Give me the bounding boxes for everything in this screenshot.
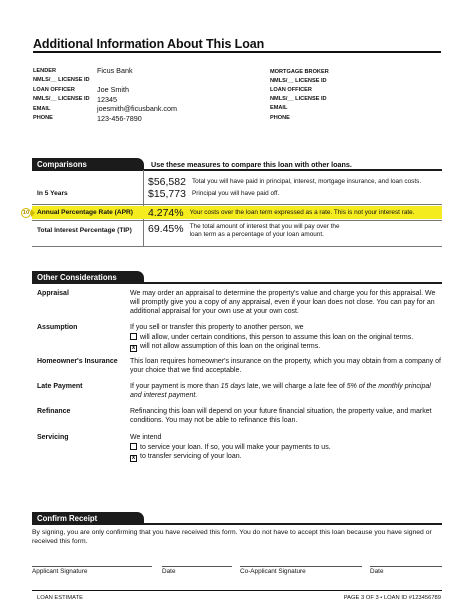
email-value: joesmith@ficusbank.com bbox=[97, 104, 177, 114]
applicant-date-label: Date bbox=[162, 568, 176, 575]
confirm-receipt-rule bbox=[32, 523, 442, 525]
assumption-row bbox=[32, 324, 442, 352]
row-divider bbox=[32, 246, 442, 247]
five-years-row bbox=[32, 176, 442, 200]
assumption-allow-text: will allow, under certain conditions, this person to assume this loan on the original terms. bbox=[140, 333, 414, 341]
servicing-self-checkbox[interactable] bbox=[130, 443, 137, 450]
appraisal-label: Appraisal bbox=[37, 290, 69, 297]
email-label: EMAIL bbox=[33, 105, 51, 112]
footer-form-name: LOAN ESTIMATE bbox=[37, 595, 83, 601]
footer-page-info: PAGE 3 OF 3 • LOAN ID #123456789 bbox=[343, 595, 441, 601]
tip-label: Total Interest Percentage (TIP) bbox=[37, 227, 132, 234]
officer-nmls-label: NMLS/__ LICENSE ID bbox=[33, 96, 90, 103]
insurance-label: Homeowner's Insurance bbox=[37, 358, 118, 365]
lender-label: LENDER bbox=[33, 67, 56, 74]
phone-label: PHONE bbox=[33, 115, 53, 122]
apr-label: Annual Percentage Rate (APR) bbox=[37, 209, 133, 216]
late-fee: 5% of the monthly principal and interest payment. bbox=[130, 383, 431, 399]
five-years-principal: $15,773 bbox=[148, 188, 186, 200]
late-payment-row bbox=[32, 383, 442, 401]
appraisal-row bbox=[32, 290, 442, 316]
apr-desc: Your costs over the loan term expressed as a rate. This is not your interest rate. bbox=[189, 208, 415, 216]
footer-rule bbox=[32, 590, 442, 591]
late-payment-label: Late Payment bbox=[37, 383, 83, 390]
lender-nmls-label: NMLS/__ LICENSE ID bbox=[33, 77, 90, 84]
applicant-signature-label: Applicant Signature bbox=[32, 568, 88, 575]
five-years-total: $56,582 bbox=[148, 176, 186, 188]
broker-officer-nmls-label: NMLS/__ LICENSE ID bbox=[270, 96, 327, 103]
broker-officer-label: LOAN OFFICER bbox=[270, 86, 312, 93]
row-divider bbox=[32, 204, 442, 205]
confirm-receipt-header: Confirm Receipt bbox=[32, 512, 144, 524]
late-payment-text: If your payment is more than 15 days late, we will charge a late fee of 5% of the monthly principal and interest payment. bbox=[130, 383, 431, 399]
comparisons-rule bbox=[32, 169, 442, 171]
five-years-label: In 5 Years bbox=[37, 189, 68, 197]
five-years-total-desc: Total you will have paid in principal, interest, mortgage insurance, and loan costs. bbox=[191, 178, 422, 185]
confirm-receipt-text: By signing, you are only confirming that you have received this form. You do not have to accept this loan because you have signed or received this form. bbox=[32, 529, 432, 545]
servicing-row bbox=[32, 434, 442, 462]
lender-info bbox=[33, 66, 177, 123]
apr-row bbox=[32, 206, 442, 219]
applicant-date-line[interactable] bbox=[162, 566, 232, 567]
other-considerations-rule bbox=[32, 282, 442, 284]
tip-row bbox=[32, 223, 442, 239]
assumption-allow-checkbox[interactable] bbox=[130, 333, 137, 340]
coapplicant-signature-label: Co-Applicant Signature bbox=[240, 568, 306, 575]
coapplicant-date-line[interactable] bbox=[370, 566, 442, 567]
servicing-transfer-checkbox[interactable]: x bbox=[131, 454, 136, 461]
other-considerations-header: Other Considerations bbox=[32, 271, 144, 283]
refinance-row bbox=[32, 408, 442, 426]
tip-value: 69.45% bbox=[148, 223, 184, 235]
page-title: Additional Information About This Loan bbox=[33, 37, 265, 51]
late-days: 15 days bbox=[220, 383, 246, 390]
servicing-label: Servicing bbox=[37, 434, 69, 441]
assumption-deny-text: will not allow assumption of this loan on the original terms. bbox=[140, 342, 321, 350]
title-rule bbox=[33, 51, 441, 53]
comparisons-subheader: Use these measures to compare this loan with other loans. bbox=[151, 160, 352, 169]
refinance-label: Refinance bbox=[37, 408, 71, 415]
apr-callout-badge: 10 bbox=[22, 210, 30, 216]
five-years-principal-desc: Principal you will have paid off. bbox=[191, 190, 280, 197]
row-divider bbox=[32, 220, 442, 221]
apr-value: 4.274% bbox=[148, 206, 184, 219]
insurance-row bbox=[32, 358, 442, 376]
loan-officer-label: LOAN OFFICER bbox=[33, 86, 75, 93]
tip-desc: The total amount of interest that you will pay over the loan term as a percentage of your loan amount. bbox=[189, 223, 340, 238]
broker-nmls-label: NMLS/__ LICENSE ID bbox=[270, 77, 327, 84]
appraisal-text: We may order an appraisal to determine the property's value and charge you for this appraisal. We will promptly give you a copy of any appraisal, even if your loan does not close. You can pay for an additional appraisal for your own use at your own cost. bbox=[130, 290, 436, 315]
servicing-transfer-text: to transfer servicing of your loan. bbox=[140, 452, 242, 460]
insurance-text: This loan requires homeowner's insurance on the property, which you may obtain from a company of your choice that we find acceptable. bbox=[130, 358, 441, 374]
phone-value: 123-456-7890 bbox=[97, 113, 142, 123]
broker-email-label: EMAIL bbox=[270, 105, 288, 112]
assumption-intro: If you sell or transfer this property to another person, we bbox=[130, 324, 304, 331]
broker-phone-label: PHONE bbox=[270, 114, 290, 121]
refinance-text: Refinancing this loan will depend on your future financial situation, the property value, and market conditions. You may not be able to refinance this loan. bbox=[130, 408, 432, 424]
applicant-signature-line[interactable] bbox=[32, 566, 152, 567]
lender-value: Ficus Bank bbox=[97, 66, 133, 76]
servicing-self-text: to service your loan. If so, you will make your payments to us. bbox=[140, 443, 331, 451]
broker-label: MORTGAGE BROKER bbox=[270, 68, 329, 75]
loan-officer-value: Joe Smith bbox=[97, 85, 129, 95]
comparisons-header: Comparisons bbox=[32, 158, 144, 170]
assumption-label: Assumption bbox=[37, 324, 78, 331]
broker-info bbox=[270, 67, 334, 122]
officer-nmls-value: 12345 bbox=[97, 94, 117, 104]
coapplicant-date-label: Date bbox=[370, 568, 384, 575]
servicing-intro: We intend bbox=[130, 434, 162, 441]
assumption-deny-checkbox[interactable]: x bbox=[131, 344, 136, 351]
coapplicant-signature-line[interactable] bbox=[240, 566, 362, 567]
